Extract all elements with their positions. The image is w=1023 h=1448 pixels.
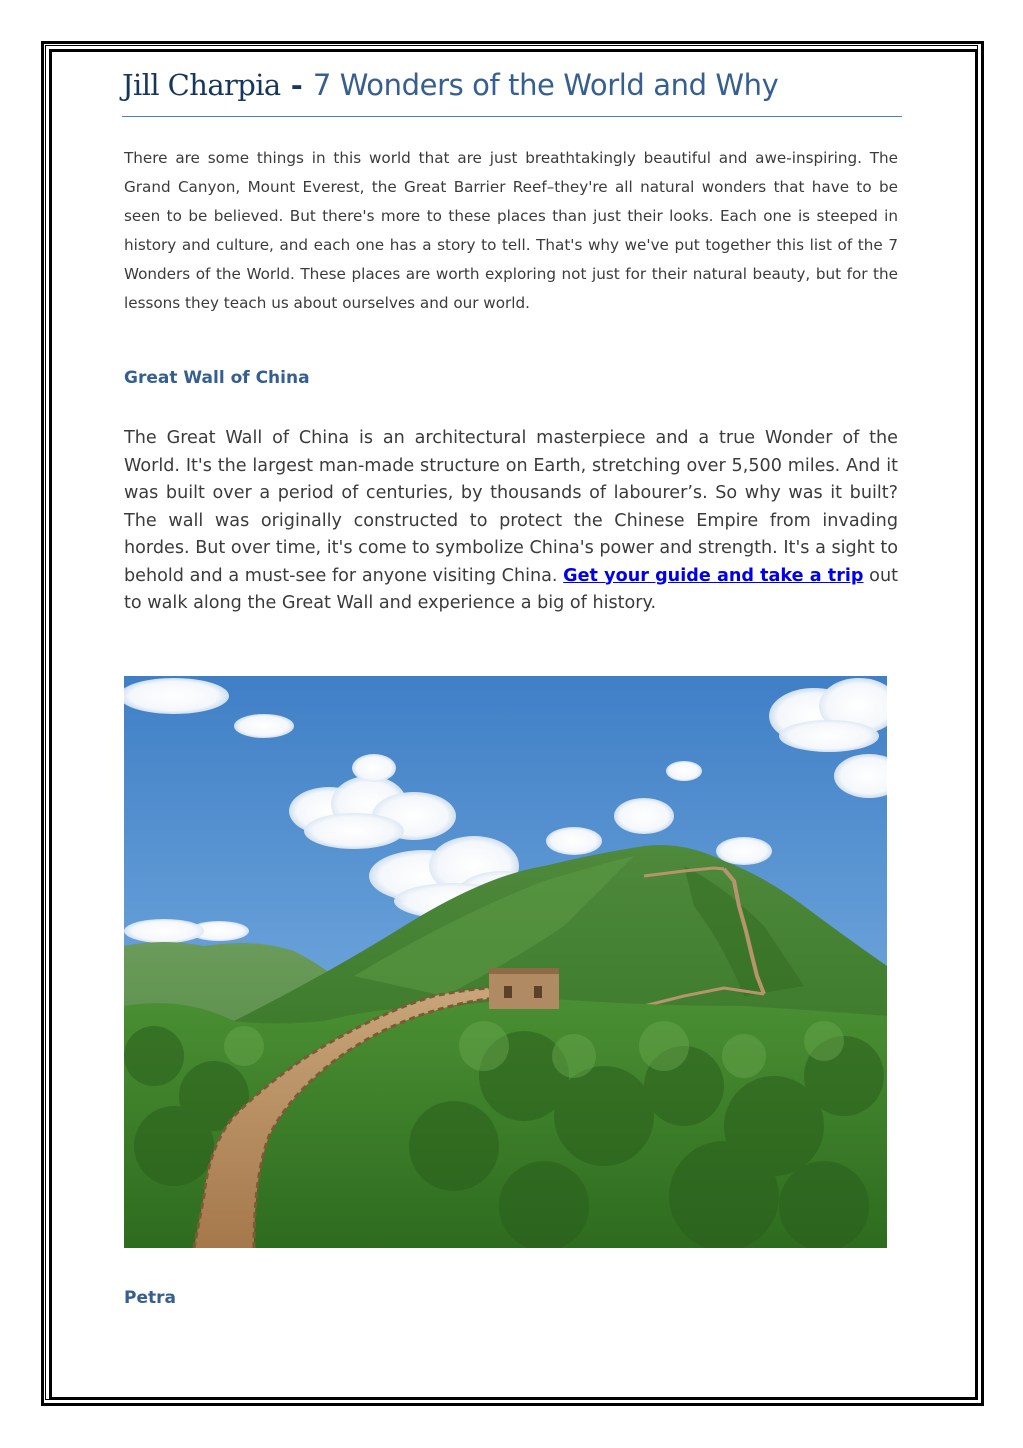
guide-trip-link[interactable]: Get your guide and take a trip <box>563 565 864 586</box>
great-wall-photo <box>124 676 887 1248</box>
section-heading-petra: Petra <box>124 1288 176 1308</box>
great-wall-text-end: out to walk along the Great Wall and experience a big of history. <box>124 565 898 613</box>
title-author: Jill Charpia <box>122 68 281 102</box>
great-wall-paragraph <box>124 425 898 618</box>
great-wall-text-start: The Great Wall of China is an architectural masterpiece and a true Wonder of the World. It's the largest man-made structure on Earth, stretching over 5,500 miles. And it was built over a period of centuries, by thousands of labourer’s. So why was it built? The wall was originally constructed to protect the Chinese Empire from invading hordes. But over time, it's come to symbolize China's power and strength. It's a sight to behold and a must-see for anyone visiting China. <box>124 428 898 586</box>
title-headline: 7 Wonders of the World and Why <box>312 68 779 102</box>
title-separator: - <box>280 68 313 102</box>
intro-paragraph: There are some things in this world that are just breathtakingly beautiful and awe-inspiring. The Grand Canyon, Mount Everest, the Great Barrier Reef–they're all natural wonders that have to be seen to be believed. But there's more to these places than just their looks. Each one is steeped in history and culture, and each one has a story to tell. That's why we've put together this list of the 7 Wonders of the World. These places are worth exploring not just for their natural beauty, but for the lessons they teach us about ourselves and our world. <box>124 149 898 312</box>
document-title <box>122 68 902 117</box>
section-heading-great-wall: Great Wall of China <box>124 368 310 388</box>
photo-watchtower <box>489 971 559 1009</box>
